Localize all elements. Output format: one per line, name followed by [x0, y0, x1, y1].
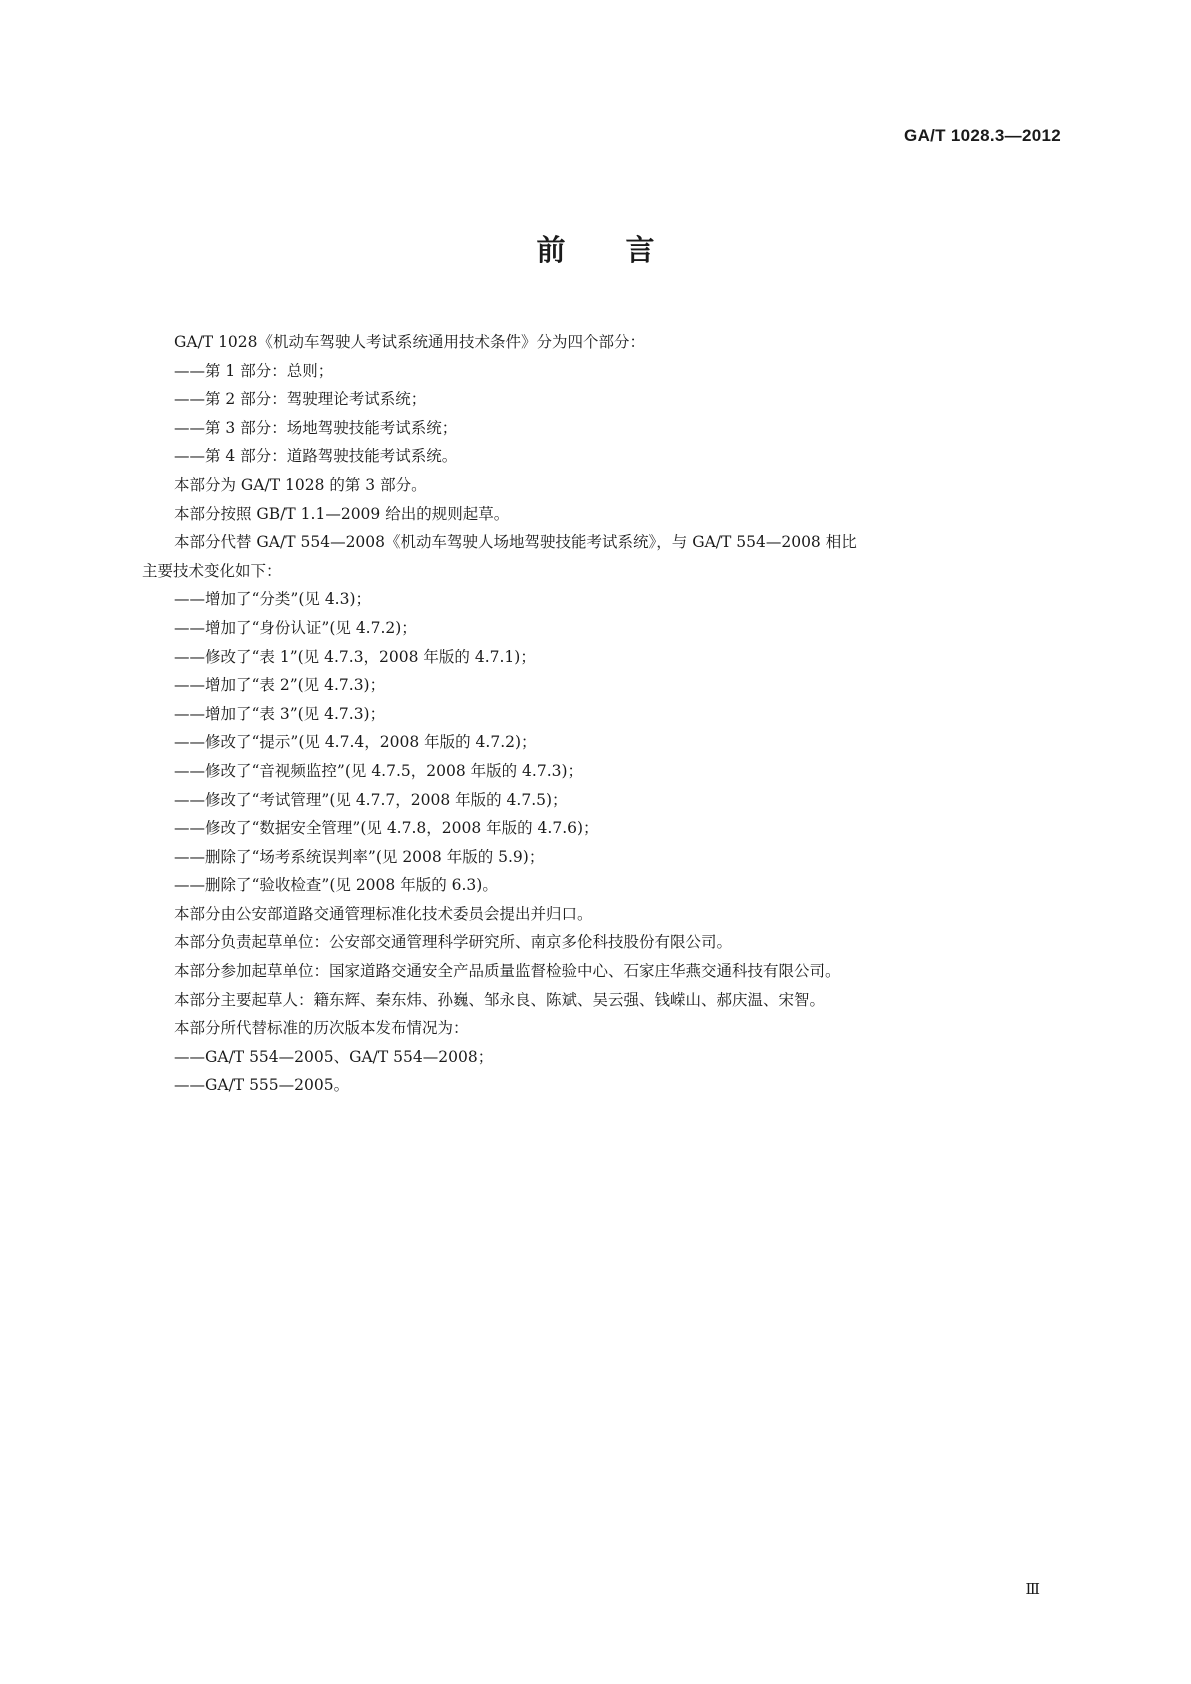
list-item-change: ——删除了“验收检查”(见 2008 年版的 6.3)。 [174, 876, 498, 895]
list-item-change: ——删除了“场考系统误判率”(见 2008 年版的 5.9)； [174, 847, 545, 866]
list-item-change: ——增加了“分类”(见 4.3)； [174, 590, 372, 609]
list-item-version: ——GA/T 555—2005。 [174, 1076, 350, 1095]
list-item-change: ——修改了“表 1”(见 4.7.3，2008 年版的 4.7.1)； [174, 647, 536, 666]
list-item-change: ——增加了“表 3”(见 4.7.3)； [174, 704, 386, 723]
paragraph-part-statement: 本部分为 GA/T 1028 的第 3 部分。 [174, 475, 427, 494]
list-item-part-4: ——第 4 部分：道路驾驶技能考试系统。 [174, 447, 458, 466]
paragraph-drafting-rules: 本部分按照 GB/T 1.1—2009 给出的规则起草。 [174, 504, 510, 523]
list-item-change: ——增加了“身份认证”(见 4.7.2)； [174, 618, 417, 637]
page-number: Ⅲ [1025, 1580, 1039, 1598]
standard-code: GA/T 1028.3—2012 [904, 126, 1061, 145]
list-item-version: ——GA/T 554—2005、GA/T 554—2008； [174, 1047, 494, 1066]
list-item-part-2: ——第 2 部分：驾驶理论考试系统； [174, 390, 427, 409]
paragraph-intro: GA/T 1028《机动车驾驶人考试系统通用技术条件》分为四个部分： [174, 333, 646, 351]
list-item-part-3: ——第 3 部分：场地驾驶技能考试系统； [174, 418, 458, 437]
page-title: 前言 [536, 233, 715, 267]
paragraph-proposed-by: 本部分由公安部道路交通管理标准化技术委员会提出并归口。 [174, 904, 593, 923]
paragraph-participating-units: 本部分参加起草单位：国家道路交通安全产品质量监督检验中心、石家庄华燕交通科技有限公司。 [174, 962, 841, 981]
list-item-change: ——修改了“提示”(见 4.7.4，2008 年版的 4.7.2)； [174, 733, 537, 752]
paragraph-version-history: 本部分所代替标准的历次版本发布情况为： [174, 1019, 469, 1038]
foreword-body [142, 328, 1054, 1100]
list-item-change: ——增加了“表 2”(见 4.7.3)； [174, 676, 386, 695]
paragraph-drafters: 本部分主要起草人：籍东辉、秦东炜、孙巍、邹永良、陈斌、吴云强、钱嵘山、郝庆温、宋智。 [174, 990, 826, 1009]
list-item-change: ——修改了“考试管理”(见 4.7.7，2008 年版的 4.7.5)； [174, 790, 568, 809]
list-item-change: ——修改了“音视频监控”(见 4.7.5，2008 年版的 4.7.3)； [174, 761, 584, 780]
list-item-part-1: ——第 1 部分：总则； [174, 361, 334, 380]
paragraph-replaces: 本部分代替 GA/T 554—2008《机动车驾驶人场地驾驶技能考试系统》，与 GA/T 554—2008 相比 [174, 533, 857, 552]
paragraph-responsible-units: 本部分负责起草单位：公安部交通管理科学研究所、南京多伦科技股份有限公司。 [174, 933, 733, 952]
list-item-change: ——修改了“数据安全管理”(见 4.7.8，2008 年版的 4.7.6)； [174, 819, 599, 838]
paragraph-replaces-continued: 主要技术变化如下： [142, 561, 282, 580]
